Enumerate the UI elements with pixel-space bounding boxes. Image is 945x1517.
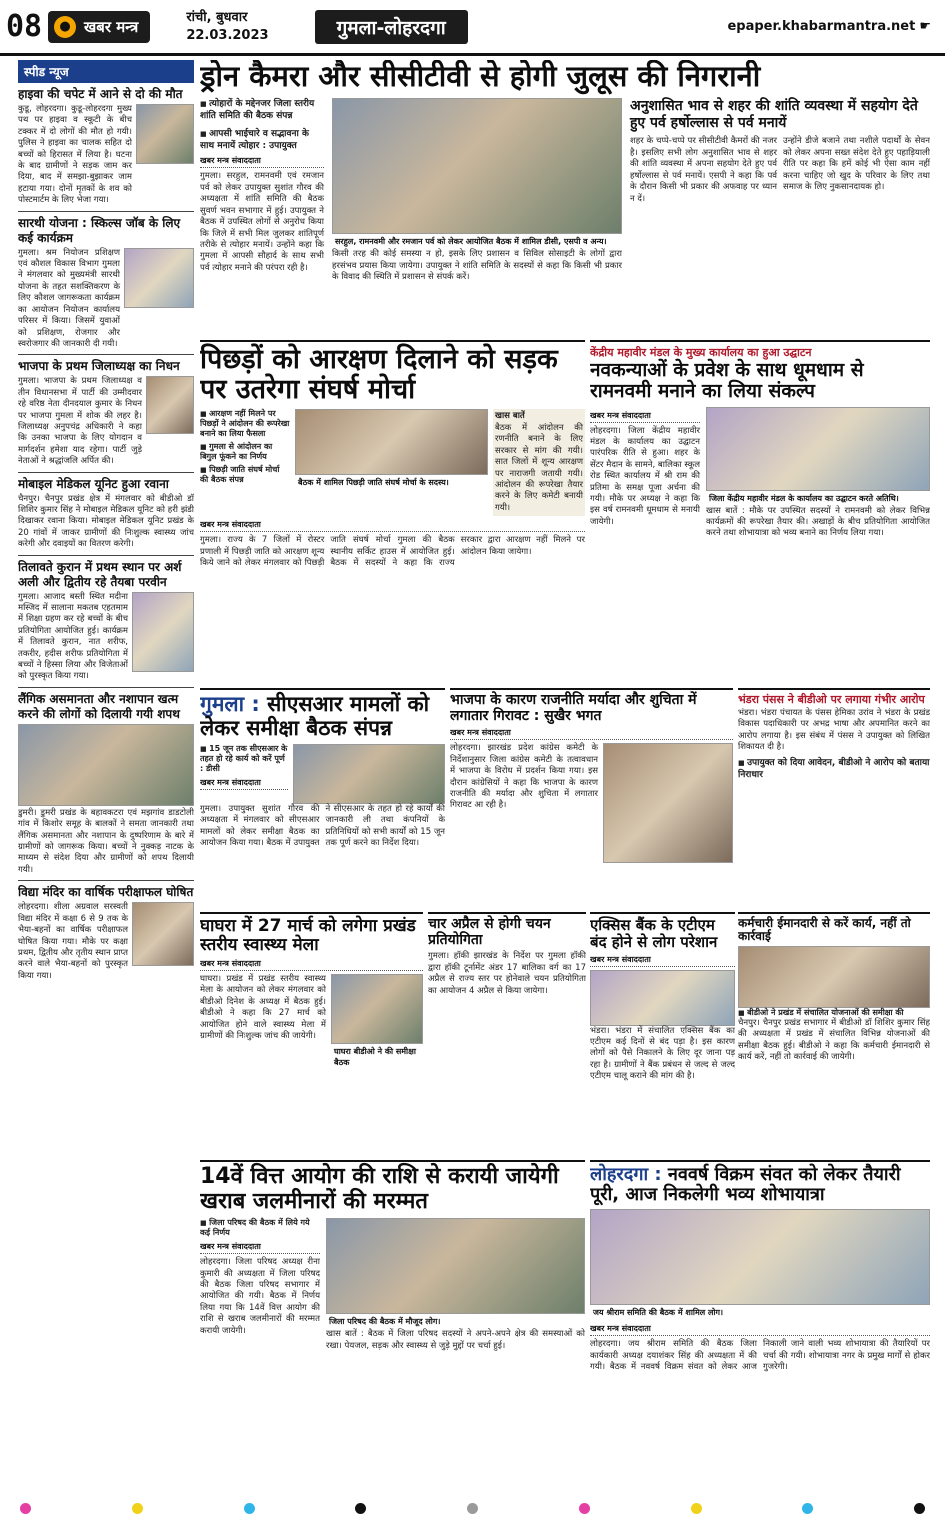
photo-caption: जिला केंद्रीय महावीर मंडल के कार्यालय का उद्घाटन करते अतिथि। [706, 491, 930, 506]
news-photo [132, 902, 194, 966]
finance-headline: 14वें वित्त आयोग की राशि से करायी जायेगी खराब जलमीनारों की मरम्मत [200, 1164, 559, 1214]
news-photo [136, 104, 194, 164]
divider [18, 880, 194, 881]
story-body: डुमरी। डुमरी प्रखंड के बहावकटरा एवं मझगांव डाडटोली गांव में किशोर समूह के बालकों ने समता जानकारी तथा लैंगिक असमानता और नशापान के दुष्परिणाम के बारे में ग्रामीणों को जागरूक किया। बच्चों ने नुक्कड़ नाटक के माध्यम से संदेश दिया और ग्रामीणों को शपथ दिलायी गयी। [18, 807, 194, 875]
story-body: लोहरदगा। जिला परिषद अध्यक्ष रीना कुमारी की अध्यक्षता में जिला परिषद की बैठक जिला परिषद सभागार में आयोजित की गयी। बैठक में निर्णय लिया गया कि 14वें वित्त आयोग की राशि से खराब जलमीनारों की मरम्मत करायी जायेगी। [200, 1257, 320, 1336]
obc-bullets [200, 409, 290, 516]
masthead [0, 0, 945, 56]
karmchari-photo [738, 946, 930, 1008]
byline: खबर मन्त्र संवाददाता [450, 727, 733, 740]
story-headline: मोबाइल मेडिकल यूनिट हुआ रवाना [18, 476, 169, 491]
story-body: गुमला। उपायुक्त सुशांत गौरव की अध्यक्षता में मंगलवार को सीएसआर मामलों को लेकर समीक्षा बैठक का आयोजन किया गया। बैठक में उपायुक्त ने सीएसआर के तहत हो रहे कार्यों की जानकारी ली तथा कंपनियों के प्रतिनिधियों को सभी कार्यों को 15 जून तक पूर्ण करने का निर्देश दिया। [200, 804, 445, 849]
finance-bullet: ■ जिला परिषद की बैठक में लिये गये कई निर्णय [200, 1218, 320, 1238]
chayan-headline: चार अप्रैल से होगी चयन प्रतियोगिता [428, 916, 551, 948]
bhandra-quote: ■ उपायुक्त को दिया आवेदन, बीडीओ ने आरोप को बताया निराधार [738, 757, 930, 781]
brand-logo-icon: ● [54, 16, 76, 38]
color-dot [244, 1503, 255, 1514]
epaper-url[interactable]: epaper.khabarmantra.net [727, 19, 916, 34]
karmchari-story [738, 912, 930, 1157]
issue-date: 22.03.2023 [186, 27, 269, 43]
story-body: चैनपुर। चैनपुर प्रखंड क्षेत्र में मंगलवार को बीडीओ डॉ शिशिर कुमार सिंह ने मोबाइल मेडिकल यूनिट को हरी झंडी दिखाकर रवाना किया। मोबाइल मेडिकल यूनिट प्रखंड के 20 गांवों में जाकर ग्रामीणों की निःशुल्क स्वास्थ्य जांच करेगी और दवाइयों का वितरण करेगी। [18, 493, 194, 550]
byline: खबर मन्त्र संवाददाता [590, 1323, 930, 1336]
mahavir-left [590, 407, 700, 540]
divider [18, 687, 194, 688]
finance-left [200, 1218, 320, 1352]
karmchari-caption: ■ बीडीओ ने प्रखंड में संचालित योजनाओं की समीक्षा की [738, 1008, 930, 1018]
divider [18, 555, 194, 556]
news-photo [146, 376, 194, 434]
story-body: लोहरदगा। जिला केंद्रीय महावीर मंडल के कार्यालय का उद्घाटन पारंपरिक रीति से हुआ। शहर के सेंटर मैदान के सामने, बालिका स्कूल रोड स्थित कार्यालय में श्री राम की प्रतिमा के समक्ष पूजा अर्चना की गयी। मौके पर अध्यक्ष ने कहा कि इस वर्ष रामनवमी धूमधाम से मनायी जायेगी। [590, 425, 700, 527]
bhandra-story [738, 688, 930, 910]
news-photo [124, 248, 194, 308]
mahavir-story [590, 340, 930, 685]
navvarsh-headline: नववर्ष विक्रम संवत को लेकर तैयारी पूरी, आज निकलेगी भव्य शोभायात्रा [590, 1164, 901, 1206]
axis-headline: एक्सिस बैंक के एटीएम बंद होने से लोग परेशान [590, 916, 718, 951]
story-body: खास बातें : मौके पर उपस्थित सदस्यों ने रामनवमी को लेकर विभिन्न कार्यक्रमों की रूपरेखा तैयार की। अखाड़ों के बीच प्रतियोगिता आयोजित करने तथा शोभायात्रा को भव्य बनाने का निर्णय लिया गया। [706, 505, 930, 539]
photo-caption: जिला परिषद की बैठक में मौजूद लोग। [326, 1314, 585, 1329]
obc-photo-block [295, 409, 488, 516]
bjp-story [450, 688, 733, 910]
csr-left [200, 744, 288, 804]
lead-middle [332, 98, 622, 283]
obc-box [493, 409, 585, 516]
mela-story [200, 912, 423, 1157]
story-headline: विद्या मंदिर का वार्षिक परीक्षाफल घोषित [18, 885, 194, 900]
obc-bullet: ■ पिछड़ी जाति संघर्ष मोर्चा की बैठक संपन्न [200, 465, 290, 485]
city-day: रांची, बुधवार [186, 9, 248, 25]
epaper-link[interactable] [727, 19, 931, 34]
story-body: कुडू, लोहरदगा। कुडू-लोहरदगा मुख्य पथ पर हाइवा व स्कूटी के बीच टक्कर में दो लोगों की मौत हो गयी। पुलिस ने हाइवा का चालक सहित दो बच्चों को हिरासत में लिया है। घटना के बाद ग्रामीणों ने सड़क जाम कर दिया, बाद में समझा-बुझाकर जाम हटाया गया। दोनों मृतकों के शव को पोस्टमार्टम के लिए भेजा गया। [18, 104, 132, 206]
story-body: गुमला। हॉकी झारखंड के निर्देश पर गुमला हॉकी द्वारा हॉकी टूर्नामेंट अंडर 17 बालिका वर्ग का 17 अप्रैल से राज्य स्तर पर होनेवाले चयन प्रतियोगिता का आयोजन 4 अप्रैल से किया जायेगा। [428, 951, 586, 996]
divider [18, 472, 194, 473]
divider [18, 211, 194, 212]
dateline [186, 9, 268, 45]
story-body: गुमला। भाजपा के प्रथम जिलाध्यक्ष व तीन विधानसभा में पार्टी की उम्मीदवार रहे वरिष्ठ नेता दीनदयाल कुमार के निधन पर भाजपा गुमला में शोक की लहर है। जिलाध्यक्ष अनुपचंद्र अधिकारी ने कहा कि उनका भाजपा के लिए योगदान व मार्गदर्शन हमेशा याद रहेगा। पार्टी जुड़े नेताओं ने श्रद्धांजलि अर्पित की। [18, 376, 142, 467]
story-body: लोहरदगा। जय श्रीराम समिति की बैठक जिला कार्यकारी अध्यक्ष दयाशंकर सिंह की अध्यक्षता में की गयी। बैठक में नववर्ष विक्रम संवत को लेकर आज निकाली जाने वाली भव्य शोभायात्रा की तैयारियों पर चर्चा की गयी। शोभायात्रा नगर के प्रमुख मार्गों से होकर गुजरेगी। [590, 1339, 930, 1373]
story-body: किसी तरह की कोई समस्या न हो, इसके लिए प्रशासन व सिविल सोसाइटी के लोगों द्वारा हरसंभव प्रयास किया जायेगा। उपायुक्त ने शांति समिति के सदस्यों से कहा कि किसी भी प्रकार के विवाद की स्थिति में प्रशासन से संपर्क करें। [332, 249, 622, 283]
color-dot [914, 1503, 925, 1514]
color-dot [579, 1503, 590, 1514]
chayan-story [428, 912, 586, 1157]
color-dot [20, 1503, 31, 1514]
section-title: गुमला-लोहरदगा [315, 10, 468, 44]
color-dot [802, 1503, 813, 1514]
csr-headline-lead: गुमला : [200, 692, 260, 716]
left-column [18, 60, 194, 1495]
color-dot [691, 1503, 702, 1514]
finance-right [326, 1218, 585, 1352]
navvarsh-story [590, 1160, 930, 1495]
finance-photo [326, 1218, 585, 1314]
navvarsh-headline-lead: लोहरदगा : [590, 1164, 662, 1185]
cursor-icon: ☛ [919, 19, 931, 34]
box-body: बैठक में आंदोलन की रणनीति बनाने के लिए सरकार से मांग की गयी। सात जिलों में शून्य आरक्षण पर नाराजगी जतायी गयी। आंदोलन की रूपरेखा तैयार करने के लिए कमेटी बनायी गयी। [495, 422, 583, 513]
story-body: भंडरा। भंडरा में संचालित एक्सिस बैंक का एटीएम कई दिनों से बंद पड़ा है। इस कारण लोगों को पैसे निकालने के लिए दूर जाना पड़ रहा है। ग्रामीणों ने बैंक प्रबंधन से जल्द से जल्द एटीएम चालू कराने की मांग की है। [590, 1025, 735, 1082]
karmchari-headline: कर्मचारी ईमानदारी से करें कार्य, नहीं तो कार्रवाई [738, 916, 911, 944]
story-body: चैनपुर। चैनपुर प्रखंड सभागार में बीडीओ डॉ शिशिर कुमार सिंह की अध्यक्षता में प्रखंड में संचालित विभिन्न योजनाओं की समीक्षा बैठक हुई। बीडीओ ने कहा कि कर्मचारी ईमानदारी से कार्य करें, नहीं तो कार्रवाई की जायेगी। [738, 1017, 930, 1063]
lead-left [200, 98, 324, 283]
story-body: गुमला। आजाद बस्ती स्थित मदीना मस्जिद में सालाना मकतब एहतमाम में शिक्षा ग्रहण कर रहे बच्चों के बीच प्रतियोगिता आयोजित हुई। कार्यक्रम में तिलावते कुरान, नात शरीफ, तकरीर, हदीस शरीफ प्रतियोगिता में बच्चों ने हिस्सा लिया और विजेताओं को पुरस्कृत किया गया। [18, 591, 128, 682]
brand-logo [48, 11, 150, 43]
photo-caption: बैठक में शामिल पिछड़ी जाति संघर्ष मोर्चा के सदस्य। [295, 475, 488, 490]
csr-photo [293, 744, 445, 804]
story-body: गुमला। सरहुल, रामनवमी एवं रमजान पर्व को लेकर उपायुक्त सुशांत गौरव की अध्यक्षता में शांति समिति की बैठक सुवर्ण भवन सभागार में हुई। उपायुक्त ने बैठक में उपस्थित लोगों से अनुरोध किया कि जिले में सभी मिल जुलकर शांतिपूर्ण तरीके से त्योहार मनायें। उन्होंने कहा कि गुमला में आपसी सौहार्द के साथ सभी पर्व त्योहार मनाने की परंपरा रही है। [200, 171, 324, 273]
photo-caption: घाघरा बीडीओ ने की समीक्षा बैठक [331, 1044, 423, 1070]
lead-bullet: ■ त्योहारों के मद्देनजर जिला स्तरीय शांति समिति की बैठक संपन्न [200, 98, 324, 122]
csr-bullet: ■ 15 जून तक सीएसआर के तहत हो रहे कार्य को करें पूर्ण : डीसी [200, 744, 288, 774]
story-headline: लैंगिक असमानता और नशापान खत्म करने की लोगों को दिलायी गयी शपथ [18, 691, 180, 721]
mela-photo-block [331, 974, 423, 1070]
axis-story [590, 912, 735, 1157]
obc-headline: पिछड़ों को आरक्षण दिलाने को सड़क पर उतरेगा संघर्ष मोर्चा [200, 344, 558, 406]
mela-photo [331, 974, 423, 1044]
lead-story [200, 60, 930, 338]
bhandra-headline: भंडरा पंसस ने बीडीओ पर लगाया गंभीर आरोप [738, 693, 925, 706]
byline: खबर मन्त्र संवाददाता [200, 155, 324, 168]
story-headline: सारथी योजना : स्किल्स जॉब के लिए कई कार्यक्रम [18, 215, 181, 245]
color-dot [467, 1503, 478, 1514]
speed-news-header: स्पीड न्यूज [18, 60, 194, 83]
story-body: उन्होंने डीजे बजाने तथा नशीले पदार्थों के सेवन को लेकर अपना सख्त संदेश देते हुए पहाड़ियाली रीति पर कहा कि हमें कोई भी ऐसा काम नहीं करना चाहिए जो खुद के परिवार के लिए तथा समाज के लिए नुकसानदायक हो। [783, 136, 930, 193]
mela-headline: घाघरा में 27 मार्च को लगेगा प्रखंड स्तरीय स्वास्थ्य मेला [200, 916, 416, 956]
lead-headline: ड्रोन कैमरा और सीसीटीवी से होगी जुलूस की निगरानी [200, 60, 761, 93]
obc-story [200, 340, 585, 685]
byline: खबर मन्त्र संवाददाता [200, 777, 288, 790]
page-number: 08 [5, 9, 43, 44]
navvarsh-photo [590, 1209, 930, 1305]
mahavir-right [706, 407, 930, 540]
story-body: भंडरा। भंडरा पंचायत के पंसस हेमिका उरांव ने भंडरा के प्रखंड विकास पदाधिकारी पर अभद्र भाषा और अपमानित करने का आरोप लगाया है। इस संबंध में पंसस ने उपायुक्त को लिखित शिकायत दी है। [738, 708, 930, 753]
byline: खबर मन्त्र संवाददाता [200, 519, 585, 532]
finance-story [200, 1160, 585, 1495]
photo-caption: सरहुल, रामनवमी और रमजान पर्व को लेकर आयोजित बैठक में शामिल डीसी, एसपी व अन्य। [332, 234, 622, 249]
color-dot [355, 1503, 366, 1514]
story-body: गुमला। राज्य के 7 जिलों में रोस्टर प्रणाली में पिछड़ी जाति को आरक्षण शून्य किये जाने को लेकर मंगलवार को पिछड़ी जाति संघर्ष मोर्चा गुमला की बैठक स्थानीय सर्किट हाउस में आयोजित हुई। बैठक में सदस्यों ने कहा कि राज्य सरकार द्वारा आरक्षण नहीं मिलने पर आंदोलन किया जायेगा। [200, 535, 585, 568]
csr-headline: सीएसआर मामलों को लेकर समीक्षा बैठक संपन्न [200, 692, 430, 740]
obc-photo [295, 409, 488, 475]
story-body: गुमला। श्रम नियोजन प्रशिक्षण एवं कौशल विकास विभाग गुमला ने मंगलवार को मुख्यमंत्री सारथी योजना के तहत सशक्तिकरण के लिए कौशल जागरूकता कार्यक्रम का आयोजन नियोजन कार्यालय परिसर में किया। जिसमें युवाओं को प्रशिक्षण, रोजगार और स्वरोजगार की जानकारी दी गयी। [18, 247, 120, 349]
bjp-photo [603, 743, 733, 863]
story-body: शहर के चप्पे-चप्पे पर सीसीटीवी कैमरों की नजर है। इसलिए सभी लोग अनुशासित भाव से शहर की शांति व्यवस्था में अपना सहयोग देते हुए पर्व हर्षोल्लास से पर्व मनायें। एसपी ने कहा कि पर्व के दौरान किसी भी प्रकार की अफवाह पर ध्यान न दें। [630, 136, 777, 204]
mahavir-headline: नवकन्याओं के प्रवेश के साथ धूमधाम से रामनवमी मनाने का लिया संकल्प [590, 359, 864, 403]
lead-right [630, 98, 930, 283]
story-body: घाघरा। प्रखंड में प्रखंड स्तरीय स्वास्थ्य मेला के आयोजन को लेकर मंगलवार को बीडीओ दिनेश के अध्यक्ष में बैठक हुई। बीडीओ ने कहा कि 27 मार्च को आयोजित होने वाले स्वास्थ्य मेला में ग्रामीणों की निःशुल्क जांच की जायेगी। [200, 974, 326, 1042]
story-body: लोहरदगा। झारखंड प्रदेश कांग्रेस कमेटी के निर्देशानुसार जिला कांग्रेस कमेटी के तत्वावधान में भाजपा के विरोध में प्रदर्शन किया गया। इस दौरान कांग्रेसियों ने कहा कि भाजपा के कारण राजनीति की मर्यादा और शुचिता में लगातार गिरावट आ रही है। [450, 743, 598, 811]
lead-subhead: अनुशासित भाव से शहर की शांति व्यवस्था में सहयोग देते हुए पर्व हर्षोल्लास से पर्व मनायें [630, 98, 918, 132]
axis-photo [590, 970, 735, 1026]
mahavir-photo [706, 407, 930, 491]
csr-story [200, 688, 445, 910]
story-headline: हाइवा की चपेट में आने से दो की मौत [18, 87, 183, 101]
byline: खबर मन्त्र संवाददाता [590, 410, 700, 423]
divider [18, 354, 194, 355]
story-headline: भाजपा के प्रथम जिलाध्यक्ष का निधन [18, 359, 180, 374]
story-headline: तिलावते कुरान में प्रथम स्थान पर अर्श अली और द्वितीय रहे तैयबा परवीन [18, 559, 182, 589]
byline: खबर मन्त्र संवाददाता [200, 958, 423, 971]
byline: खबर मन्त्र संवाददाता [200, 1241, 320, 1254]
bjp-headline: भाजपा के कारण राजनीति मर्यादा और शुचिता में लगातार गिरावट : सुखैर भगत [450, 692, 697, 724]
news-photo [132, 592, 194, 672]
obc-bullet: ■ आरक्षण नहीं मिलने पर पिछड़ों ने आंदोलन की रूपरेखा बनाने का लिया फैसला [200, 409, 290, 439]
obc-bullet: ■ गुमला से आंदोलन का बिगुल फूंकने का निर्णय [200, 442, 290, 462]
box-head: खास बातें [495, 411, 525, 422]
lead-photo [332, 98, 622, 234]
news-photo [18, 724, 194, 806]
story-body: खास बातें : बैठक में जिला परिषद सदस्यों ने अपने-अपने क्षेत्र की समस्याओं को रखा। पेयजल, सड़क और स्वास्थ्य से जुड़े मुद्दों पर चर्चा हुई। [326, 1329, 585, 1351]
photo-caption: जय श्रीराम समिति की बैठक में शामिल लोग। [590, 1305, 930, 1320]
story-body: लोहरदगा। शीला अग्रवाल सरस्वती विद्या मंदिर में कक्षा 6 से 9 तक के भैया-बहनों का वार्षिक परीक्षाफल घोषित किया गया। मौके पर कक्षा प्रथम, द्वितीय और तृतीय स्थान प्राप्त करने वाले भैया-बहनों को पुरस्कृत किया गया। [18, 902, 128, 981]
registration-dots [0, 1499, 945, 1517]
mahavir-kicker: केंद्रीय महावीर मंडल के मुख्य कार्यालय का हुआ उद्घाटन [590, 346, 812, 359]
byline: खबर मन्त्र संवाददाता [590, 954, 735, 967]
color-dot [132, 1503, 143, 1514]
brand-name: खबर मन्त्र [84, 17, 139, 36]
lead-bullet: ■ आपसी भाईचारे व सद्भावना के साथ मनायें त्योहार : उपायुक्त [200, 128, 324, 152]
